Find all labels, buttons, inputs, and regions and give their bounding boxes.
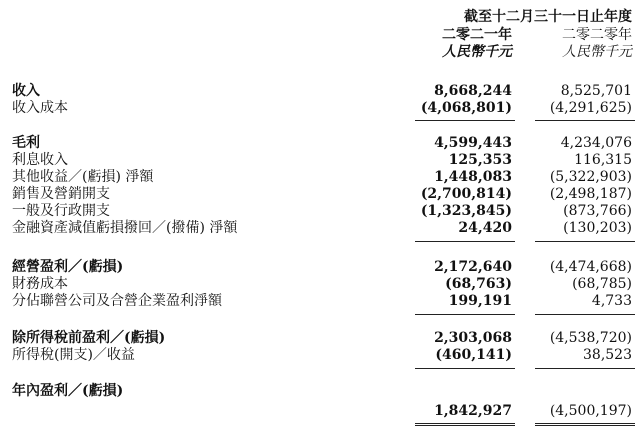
prior-value: (4,474,668) <box>549 259 632 275</box>
current-year-header: 二零二一年 <box>442 27 512 43</box>
row-other-gains <box>0 169 640 185</box>
row-label: 銷售及營銷開支 <box>12 186 110 202</box>
row-share-of-associates <box>0 293 640 309</box>
prior-value: (5,322,903) <box>549 169 632 185</box>
row-income-tax <box>0 347 640 363</box>
prior-value: 4,733 <box>591 293 632 309</box>
total-double-rule <box>535 423 635 426</box>
row-selling-expenses <box>0 186 640 202</box>
prior-value: (4,291,625) <box>549 100 632 116</box>
row-label: 財務成本 <box>12 276 68 292</box>
prior-year-header: 二零二零年 <box>562 27 632 43</box>
row-operating-profit <box>0 259 640 275</box>
period-header: 截至十二月三十一日止年度 <box>464 9 632 25</box>
current-value: 1,448,083 <box>434 169 512 185</box>
prior-value: 4,234,076 <box>560 135 632 151</box>
current-value: (4,068,801) <box>420 100 512 116</box>
row-admin-expenses <box>0 203 640 219</box>
current-value: 1,842,927 <box>434 403 512 419</box>
row-label: 經營盈利／(虧損) <box>12 259 124 275</box>
current-value: 125,353 <box>448 152 512 168</box>
current-value: 199,191 <box>448 293 512 309</box>
row-finance-costs <box>0 276 640 292</box>
row-label: 毛利 <box>12 135 40 151</box>
subtotal-rule <box>535 241 635 242</box>
current-value: (2,700,814) <box>420 186 512 202</box>
row-label: 一般及行政開支 <box>12 203 110 219</box>
subtotal-rule <box>535 120 635 121</box>
row-label: 收入 <box>12 83 40 99</box>
subtotal-rule <box>415 368 515 369</box>
prior-unit-header: 人民幣千元 <box>562 44 632 60</box>
subtotal-rule <box>415 314 515 315</box>
row-label: 金融資產減值虧損撥回／(撥備) 淨額 <box>12 220 238 236</box>
row-label: 收入成本 <box>12 100 68 116</box>
prior-value: (68,785) <box>572 276 632 292</box>
total-double-rule <box>415 423 515 426</box>
row-label: 所得稅(開支)／收益 <box>12 347 135 363</box>
prior-value: 8,525,701 <box>560 83 632 99</box>
current-value: 4,599,443 <box>434 135 512 151</box>
prior-value: (4,500,197) <box>549 403 632 419</box>
row-impairment <box>0 220 640 236</box>
current-value: (1,323,845) <box>420 203 512 219</box>
row-label: 除所得稅前盈利／(虧損) <box>12 330 166 346</box>
row-profit-for-year <box>0 383 640 399</box>
prior-value: (2,498,187) <box>549 186 632 202</box>
current-value: 2,172,640 <box>434 259 512 275</box>
row-profit-for-year-values <box>0 403 640 419</box>
prior-value: (4,538,720) <box>549 330 632 346</box>
subtotal-rule <box>415 120 515 121</box>
prior-value: 38,523 <box>583 347 632 363</box>
row-revenue <box>0 83 640 99</box>
current-value: (68,763) <box>445 276 512 292</box>
current-value: 24,420 <box>458 220 512 236</box>
prior-value: 116,315 <box>574 152 632 168</box>
row-interest-income <box>0 152 640 168</box>
row-gross-profit <box>0 135 640 151</box>
subtotal-rule <box>535 314 635 315</box>
row-cost-of-revenue <box>0 100 640 116</box>
current-value: 2,303,068 <box>434 330 512 346</box>
row-profit-before-tax <box>0 330 640 346</box>
prior-value: (873,766) <box>563 203 632 219</box>
row-label: 利息收入 <box>12 152 68 168</box>
current-value: (460,141) <box>435 347 512 363</box>
subtotal-rule <box>535 368 635 369</box>
current-value: 8,668,244 <box>434 83 512 99</box>
subtotal-rule <box>415 241 515 242</box>
row-label: 年內盈利／(虧損) <box>12 383 124 399</box>
prior-value: (130,203) <box>563 220 632 236</box>
current-unit-header: 人民幣千元 <box>442 44 512 60</box>
row-label: 其他收益／(虧損) 淨額 <box>12 169 154 185</box>
row-label: 分佔聯營公司及合營企業盈利淨額 <box>12 293 222 309</box>
